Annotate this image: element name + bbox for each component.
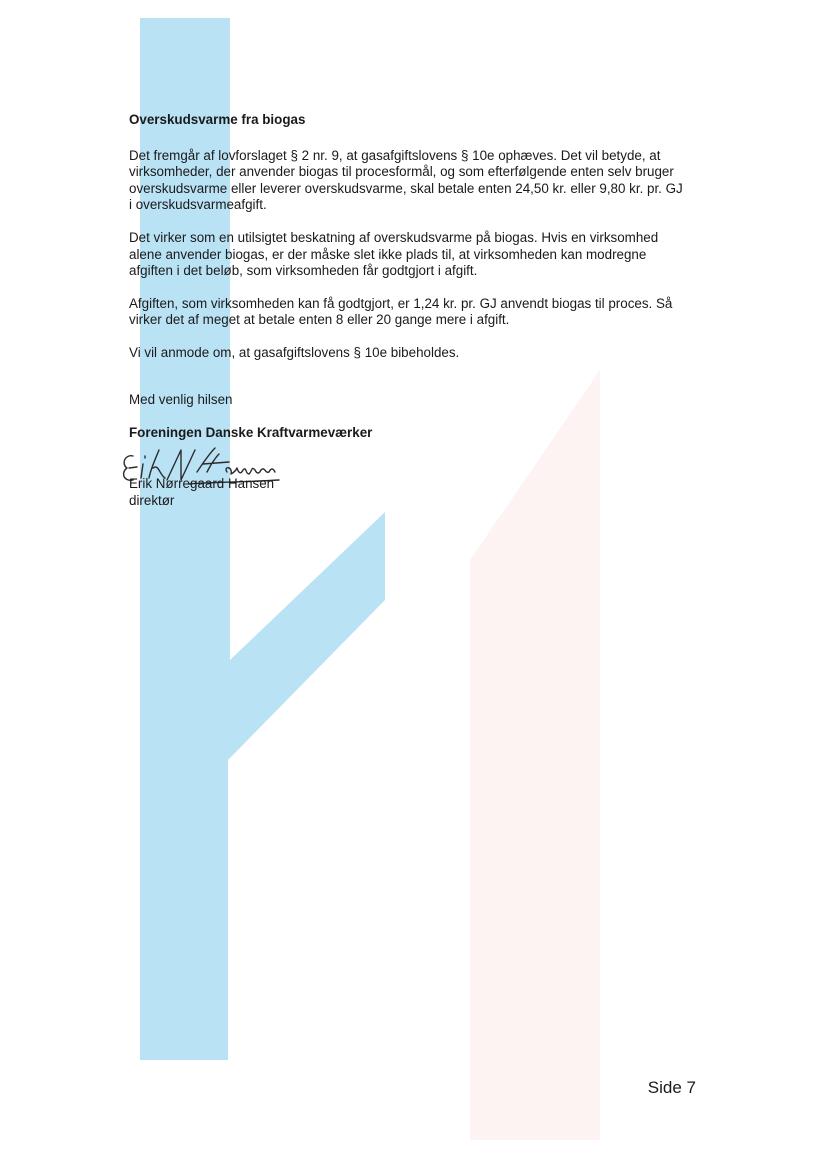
paragraph-1: Det fremgår af lovforslaget § 2 nr. 9, at gasafgiftslovens § 10e ophæves. Det vil betyde, at virksomheder, der anvender biogas til procesformål, og som efterfølgende enten selv bruger overskudsvarme eller leverer overskudsvarme, skal betale enten 24,50 kr. eller 9,80 kr. pr. GJ i overskudsvarmeafgift. [129,147,683,213]
letter-body [129,112,687,512]
section-heading: Overskudsvarme fra biogas [129,112,306,127]
organization-name: Foreningen Danske Kraftvarmeværker [129,425,373,441]
signature-block [129,452,687,512]
signer-title: direktør [129,492,175,508]
signer-name: Erik Nørregaard Hansen [129,475,275,491]
closing-phrase: Med venlig hilsen [129,391,233,407]
paragraph-4: Vi vil anmode om, at gasafgiftslovens § 10e bibeholdes. [129,344,460,360]
paragraph-3: Afgiften, som virksomheden kan få godtgjort, er 1,24 kr. pr. GJ anvendt biogas til proces. Så virker det af meget at betale enten 8 eller 20 gange mere i afgift. [129,295,673,328]
page-number: Side 7 [647,1078,696,1097]
paragraph-2: Det virker som en utilsigtet beskatning af overskudsvarme på biogas. Hvis en virksomhed alene anvender biogas, er der måske slet ikke plads til, at virksomheden kan modregne afgiften i det beløb, som virksomheden får godtgjort i afgift. [129,229,659,279]
